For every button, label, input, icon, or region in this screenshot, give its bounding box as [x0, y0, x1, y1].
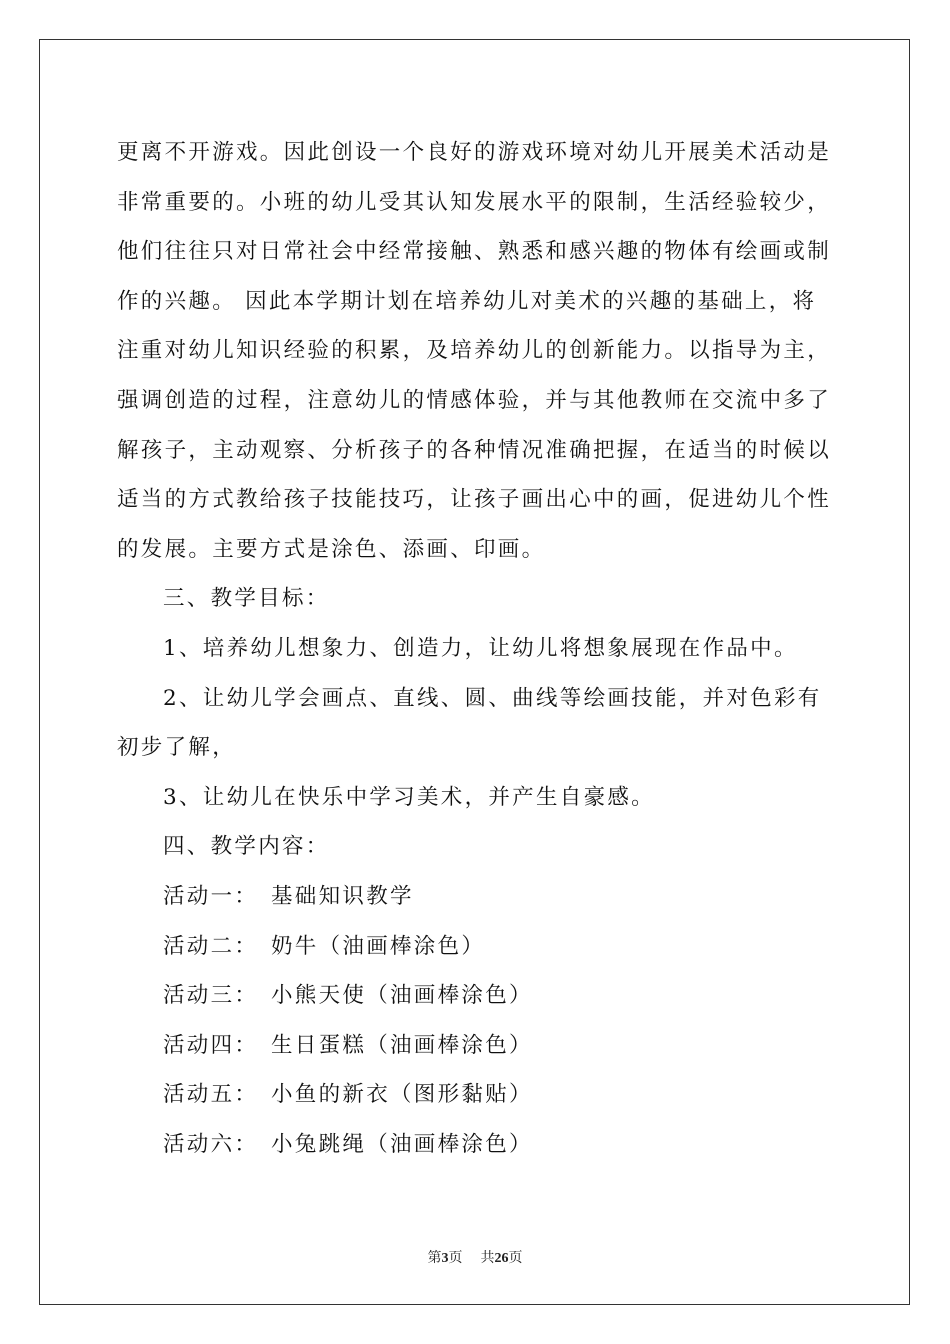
activity-name: 生日蛋糕（油画棒涂色）	[271, 1032, 533, 1058]
paragraph-line: 更离不开游戏。因此创设一个良好的游戏环境对幼儿开展美术活动是	[117, 140, 832, 165]
footer-total-unit: 页	[508, 1251, 523, 1266]
section-heading-content: 四、教学内容：	[163, 834, 330, 860]
activity-item	[117, 1120, 837, 1170]
footer-page-unit: 页	[448, 1251, 463, 1266]
activity-name: 小熊天使（油画棒涂色）	[271, 983, 533, 1009]
goal-item-2-continued: 初步了解，	[117, 735, 237, 761]
footer-total-pages: 26	[494, 1251, 509, 1266]
section-heading-goals: 三、教学目标：	[163, 586, 330, 612]
footer-total-prefix: 共	[480, 1251, 495, 1266]
activity-item	[117, 922, 837, 972]
paragraph-line: 的发展。主要方式是涂色、添画、印画。	[117, 536, 546, 562]
activity-item	[117, 971, 837, 1021]
paragraph-line: 解孩子，主动观察、分析孩子的各种情况准确把握，在适当的时候以	[117, 437, 832, 463]
paragraph-line: 作的兴趣。 因此本学期计划在培养幼儿对美术的兴趣的基础上，将	[117, 288, 817, 314]
goal-item-2: 2、让幼儿学会画点、直线、圆、曲线等绘画技能，并对色彩有	[163, 685, 822, 711]
page-footer	[0, 1247, 950, 1267]
footer-current-page: 3	[441, 1251, 449, 1266]
paragraph-line: 注重对幼儿知识经验的积累，及培养幼儿的创新能力。以指导为主，	[117, 338, 832, 364]
paragraph-line: 他们往往只对日常社会中经常接触、熟悉和感兴趣的物体有绘画或制	[117, 239, 832, 265]
activity-item	[117, 1070, 837, 1120]
paragraph-line: 适当的方式教给孩子技能技巧，让孩子画出心中的画，促进幼儿个性	[117, 487, 832, 513]
footer-prefix: 第	[427, 1251, 442, 1266]
activity-label: 活动三：	[163, 983, 259, 1009]
activity-label: 活动六：	[163, 1131, 259, 1157]
activity-label: 活动一：	[163, 883, 259, 909]
goal-item-1: 1、培养幼儿想象力、创造力，让幼儿将想象展现在作品中。	[163, 635, 798, 661]
activity-label: 活动二：	[163, 933, 259, 959]
goal-item-3: 3、让幼儿在快乐中学习美术，并产生自豪感。	[163, 784, 655, 810]
activity-label: 活动四：	[163, 1032, 259, 1058]
activity-name: 基础知识教学	[271, 883, 414, 909]
activity-item	[117, 1021, 837, 1071]
activity-name: 奶牛（油画棒涂色）	[271, 933, 486, 959]
activity-item	[117, 872, 837, 922]
activity-label: 活动五：	[163, 1082, 259, 1108]
document-body	[117, 128, 837, 1169]
activity-name: 小鱼的新衣（图形黏贴）	[271, 1082, 533, 1108]
paragraph-line: 强调创造的过程，注意幼儿的情感体验，并与其他教师在交流中多了	[117, 387, 832, 413]
activity-name: 小兔跳绳（油画棒涂色）	[271, 1131, 533, 1157]
paragraph-line: 非常重要的。小班的幼儿受其认知发展水平的限制，生活经验较少，	[117, 189, 832, 215]
